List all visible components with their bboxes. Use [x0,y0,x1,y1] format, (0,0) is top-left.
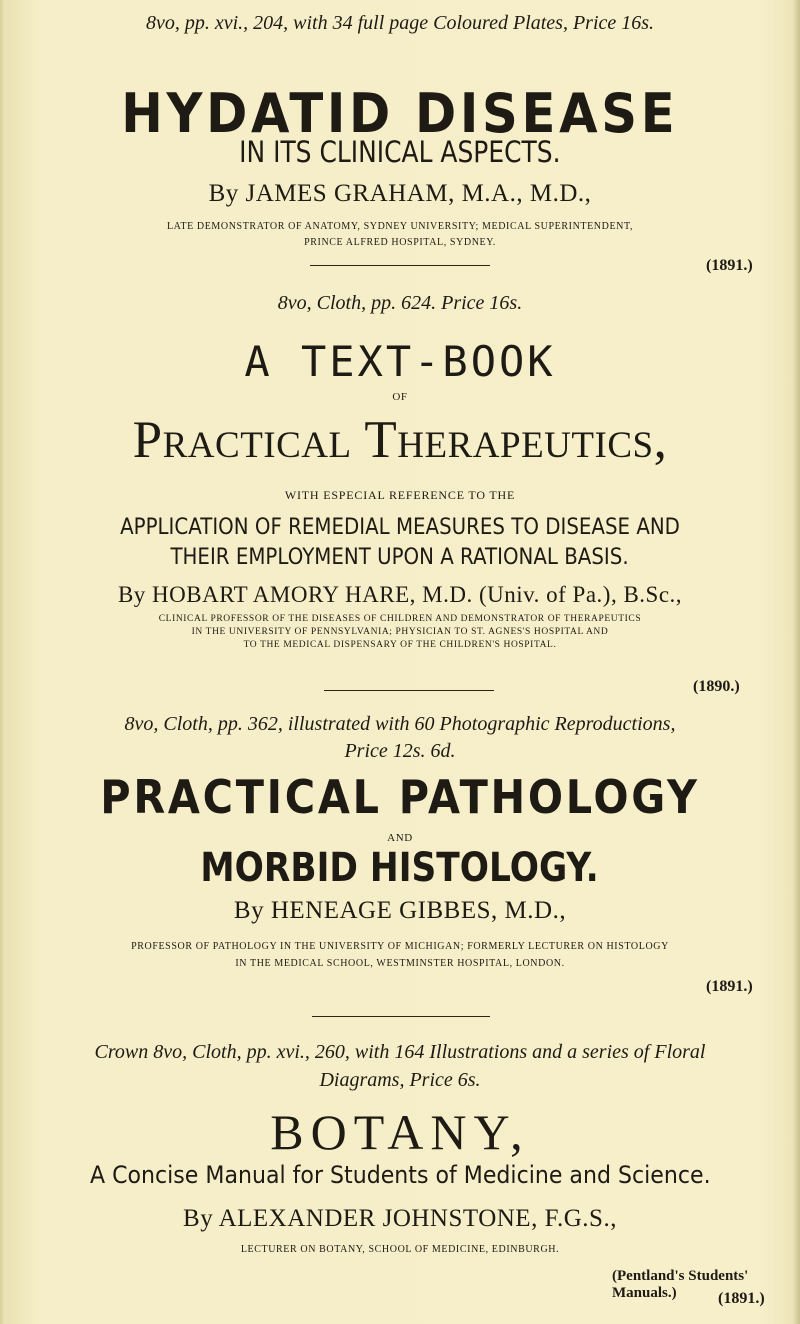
book1-credentials-1: LATE DEMONSTRATOR OF ANATOMY, SYDNEY UNIVERSITY; MEDICAL SUPERINTENDENT, [166,221,634,232]
book2-meta: 8vo, Cloth, pp. 624. Price 16s. [277,292,523,314]
book3-author: By HENEAGE GIBBES, M.D., [233,897,567,924]
book2-credentials-1: CLINICAL PROFESSOR OF THE DISEASES OF CHILDREN AND DEMONSTRATOR OF THERAPEUTICS [158,614,642,624]
book2-title-2: Practical Therapeutics, [132,411,668,469]
book2-title1-wrap [0,337,800,386]
book1-meta: 8vo, pp. xvi., 204, with 34 full page Coloured Plates, Price 16s. [145,12,655,34]
book2-subtitle-3: THEIR EMPLOYMENT UPON A RATIONAL BASIS. [170,545,630,570]
book3-title-2: MORBID HISTOLOGY. [200,845,600,891]
book4-title-wrap [0,1103,800,1161]
book2-title-1: A TEXT-BOOK [244,337,556,386]
book2-title2-wrap [0,410,800,470]
book2-credentials-2: IN THE UNIVERSITY OF PENNSYLVANIA; PHYSICIAN TO ST. AGNES'S HOSPITAL AND [191,627,609,637]
book4-meta-2: Diagrams, Price 6s. [319,1069,481,1091]
book4-subtitle-wrap [0,1161,800,1189]
book3-title1-wrap [0,770,800,824]
divider-1 [310,265,490,266]
book3-credentials-1: PROFESSOR OF PATHOLOGY IN THE UNIVERSITY OF MICHIGAN; FORMERLY LECTURER ON HISTOLOGY [131,941,669,952]
book3-meta-2: Price 12s. 6d. [344,740,456,762]
book4-credentials-1: LECTURER ON BOTANY, SCHOOL OF MEDICINE, EDINBURGH. [240,1244,560,1255]
book3-credentials-2: IN THE MEDICAL SCHOOL, WESTMINSTER HOSPITAL, LONDON. [235,958,565,969]
divider-2 [324,690,494,691]
book1-subtitle-wrap [0,135,800,169]
book4-year: (1891.) [718,1290,765,1307]
book3-title2-wrap [0,845,800,891]
book2-year: (1890.) [693,678,740,695]
book3-year: (1891.) [706,978,753,995]
book2-subtitle-1: WITH ESPECIAL REFERENCE TO THE [284,488,516,502]
book1-subtitle: IN ITS CLINICAL ASPECTS. [239,135,561,169]
book3-title-1: PRACTICAL PATHOLOGY [100,770,700,824]
book1-credentials-2: PRINCE ALFRED HOSPITAL, SYDNEY. [304,237,496,248]
book4-title: BOTANY, [270,1104,530,1160]
book4-series: (Pentland's Students' Manuals.) [612,1268,749,1301]
book2-subtitle2-wrap [0,515,800,540]
book4-meta-1: Crown 8vo, Cloth, pp. xvi., 260, with 164 Illustrations and a series of Floral [94,1041,706,1063]
divider-3 [312,1016,490,1017]
book4-subtitle: A Concise Manual for Students of Medicine and Science. [89,1161,711,1189]
book3-meta-1: 8vo, Cloth, pp. 362, illustrated with 60 Photographic Reproductions, [124,713,676,735]
book4-author: By ALEXANDER JOHNSTONE, F.G.S., [183,1205,617,1232]
book2-author: By HOBART AMORY HARE, M.D. (Univ. of Pa.), B.Sc., [117,582,683,607]
book2-credentials-3: TO THE MEDICAL DISPENSARY OF THE CHILDREN'S HOSPITAL. [243,640,557,650]
book3-and: AND [387,832,413,844]
book2-of: OF [392,391,408,403]
book2-subtitle3-wrap [0,545,800,570]
book1-author: By JAMES GRAHAM, M.A., M.D., [208,180,592,207]
book1-title: HYDATID DISEASE [121,82,679,145]
book2-subtitle-2: APPLICATION OF REMEDIAL MEASURES TO DISEASE AND [120,515,680,540]
book1-year: (1891.) [706,257,753,274]
